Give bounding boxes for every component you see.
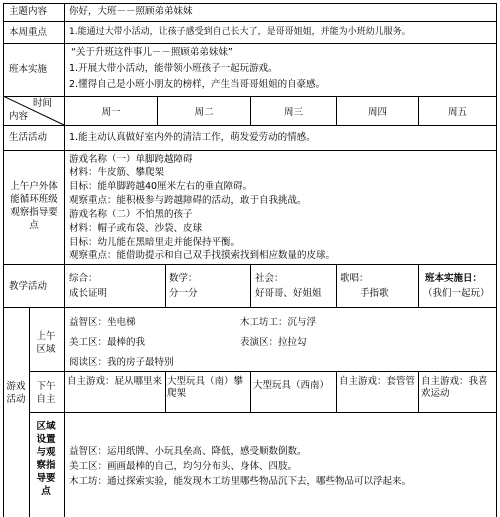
pm-label: 下午自主	[36, 381, 56, 405]
pm-wed: 大型玩具（西南）	[253, 380, 330, 391]
corner-content-label: 内容	[9, 111, 29, 122]
teach-wed-line2: 好哥哥、好姐姐	[255, 288, 322, 299]
am-area-meigong: 美工区：最棒的我	[69, 337, 146, 348]
table-border-top	[3, 3, 497, 4]
teach-col-line-4	[418, 264, 419, 307]
game-label: 游戏活动	[6, 381, 26, 405]
pm-thu: 自主游戏：套管管	[339, 376, 416, 387]
table-border-right	[496, 3, 497, 517]
pm-fri: 自主游戏：我喜欢运动	[421, 376, 488, 399]
outdoor-line-3: 目标：能单脚跨越40厘米左右的垂直障碍。	[69, 181, 253, 192]
teach-tue-line1: 数学：	[169, 273, 198, 284]
teach-mon-line1: 综合：	[69, 273, 98, 284]
pm-mon: 自主游戏：屁从哪里来	[67, 376, 163, 387]
guide-line-3: 木工坊：通过探索实验，能发现木工坊里哪些物品沉下去，哪些物品可以浮起来。	[69, 476, 412, 487]
game-row-line-1	[29, 371, 497, 372]
guide-line-1: 益智区：运用纸牌、小玩具垒高、降低，感受顺数倒数。	[69, 446, 307, 457]
outdoor-line-2: 材料：牛皮筋、攀爬架	[69, 167, 165, 178]
teach-fri-line1: 班本实施日：	[425, 273, 483, 284]
class-line-1: “关于升班这件事儿－－照顾弟弟妹妹”	[71, 47, 233, 58]
am-area-mugong: 木工坊工：沉与浮	[240, 317, 317, 328]
table-border-left	[3, 3, 4, 517]
teach-thu-line1: 歌唱：	[340, 273, 369, 284]
day-header-tue: 周二	[194, 107, 214, 118]
teach-thu-line2: 手指歌	[360, 288, 389, 299]
teach-col-line-1	[165, 264, 166, 307]
teach-col-line-2	[250, 264, 251, 307]
outdoor-line-8: 观察重点：能借助提示和自己双手找摸索找到相应数量的皮球。	[69, 250, 336, 261]
game-row-line-2	[29, 412, 497, 413]
pm-col-line-3	[336, 371, 337, 412]
outdoor-line-5: 游戏名称（二）不怕黑的孩子	[69, 209, 193, 220]
life-value: 1.能主动认真做好室内外的清洁工作，萌发爱劳动的情感。	[69, 132, 316, 143]
row-line-7	[3, 307, 497, 308]
outdoor-line-4: 观察重点：能积极参与跨越障碍的活动，敢于自我挑战。	[69, 195, 307, 206]
teach-wed-line1: 社会：	[255, 273, 284, 284]
teach-mon-line2: 成长证明	[69, 288, 108, 299]
row-line-5	[3, 150, 497, 151]
class-line-2: 1.开展大带小活动，能带领小班孩子一起玩游戏。	[69, 63, 278, 74]
class-line-3: 2.懂得自己是小班小朋友的榜样，产生当哥哥姐姐的自豪感。	[69, 79, 326, 90]
am-label: 上午区域	[36, 331, 56, 355]
teach-col-line-3	[336, 264, 337, 307]
outdoor-line-6: 材料：帽子或布袋、沙袋、皮球	[69, 223, 203, 234]
day-header-mon: 周一	[101, 107, 121, 118]
row-line-1	[3, 21, 497, 22]
teach-fri-line2: （我们一起玩）	[423, 288, 490, 299]
focus-label: 本周重点	[9, 27, 48, 38]
guide-line-2: 美工区：画画最棒的自己，均匀分布头、身体、四肢。	[69, 461, 298, 472]
theme-value: 你好，大班－－照顾弟弟妹妹	[69, 6, 193, 17]
outdoor-line-7: 目标：幼儿能在黑暗里走并能保持平衡。	[69, 237, 241, 248]
outdoor-line-1: 游戏名称（一）单脚跨越障碍	[69, 154, 193, 165]
am-area-biaoyan: 表演区：拉拉勾	[240, 337, 307, 348]
guide-label: 区域设置与观察指导要点	[36, 421, 56, 497]
day-header-thu: 周四	[367, 107, 387, 118]
pm-col-line-4	[418, 371, 419, 412]
class-label: 班本实施	[9, 64, 48, 75]
am-area-yizhi: 益智区：坐电梯	[69, 317, 136, 328]
day-header-fri: 周五	[447, 107, 467, 118]
corner-time-label: 时间	[33, 98, 53, 109]
teach-label: 教学活动	[9, 281, 48, 292]
am-area-yuedu: 阅读区：我的房子最特别	[69, 357, 174, 368]
teach-tue-line2: 分一分	[169, 288, 198, 299]
outdoor-label: 上午户外体能循环班级观察指导要点	[10, 181, 58, 231]
row-line-4	[3, 125, 497, 126]
life-label: 生活活动	[9, 132, 48, 143]
theme-label: 主题内容	[9, 6, 48, 17]
pm-col-line-2	[250, 371, 251, 412]
pm-col-line-1	[165, 371, 166, 412]
pm-tue: 大型玩具（南）攀爬架	[167, 376, 244, 399]
focus-value: 1.能通过大带小活动，让孩子感受到自己长大了，是哥哥姐姐，并能为小班幼儿服务。	[69, 27, 411, 37]
row-line-2	[3, 43, 497, 44]
day-header-wed: 周三	[283, 107, 303, 118]
